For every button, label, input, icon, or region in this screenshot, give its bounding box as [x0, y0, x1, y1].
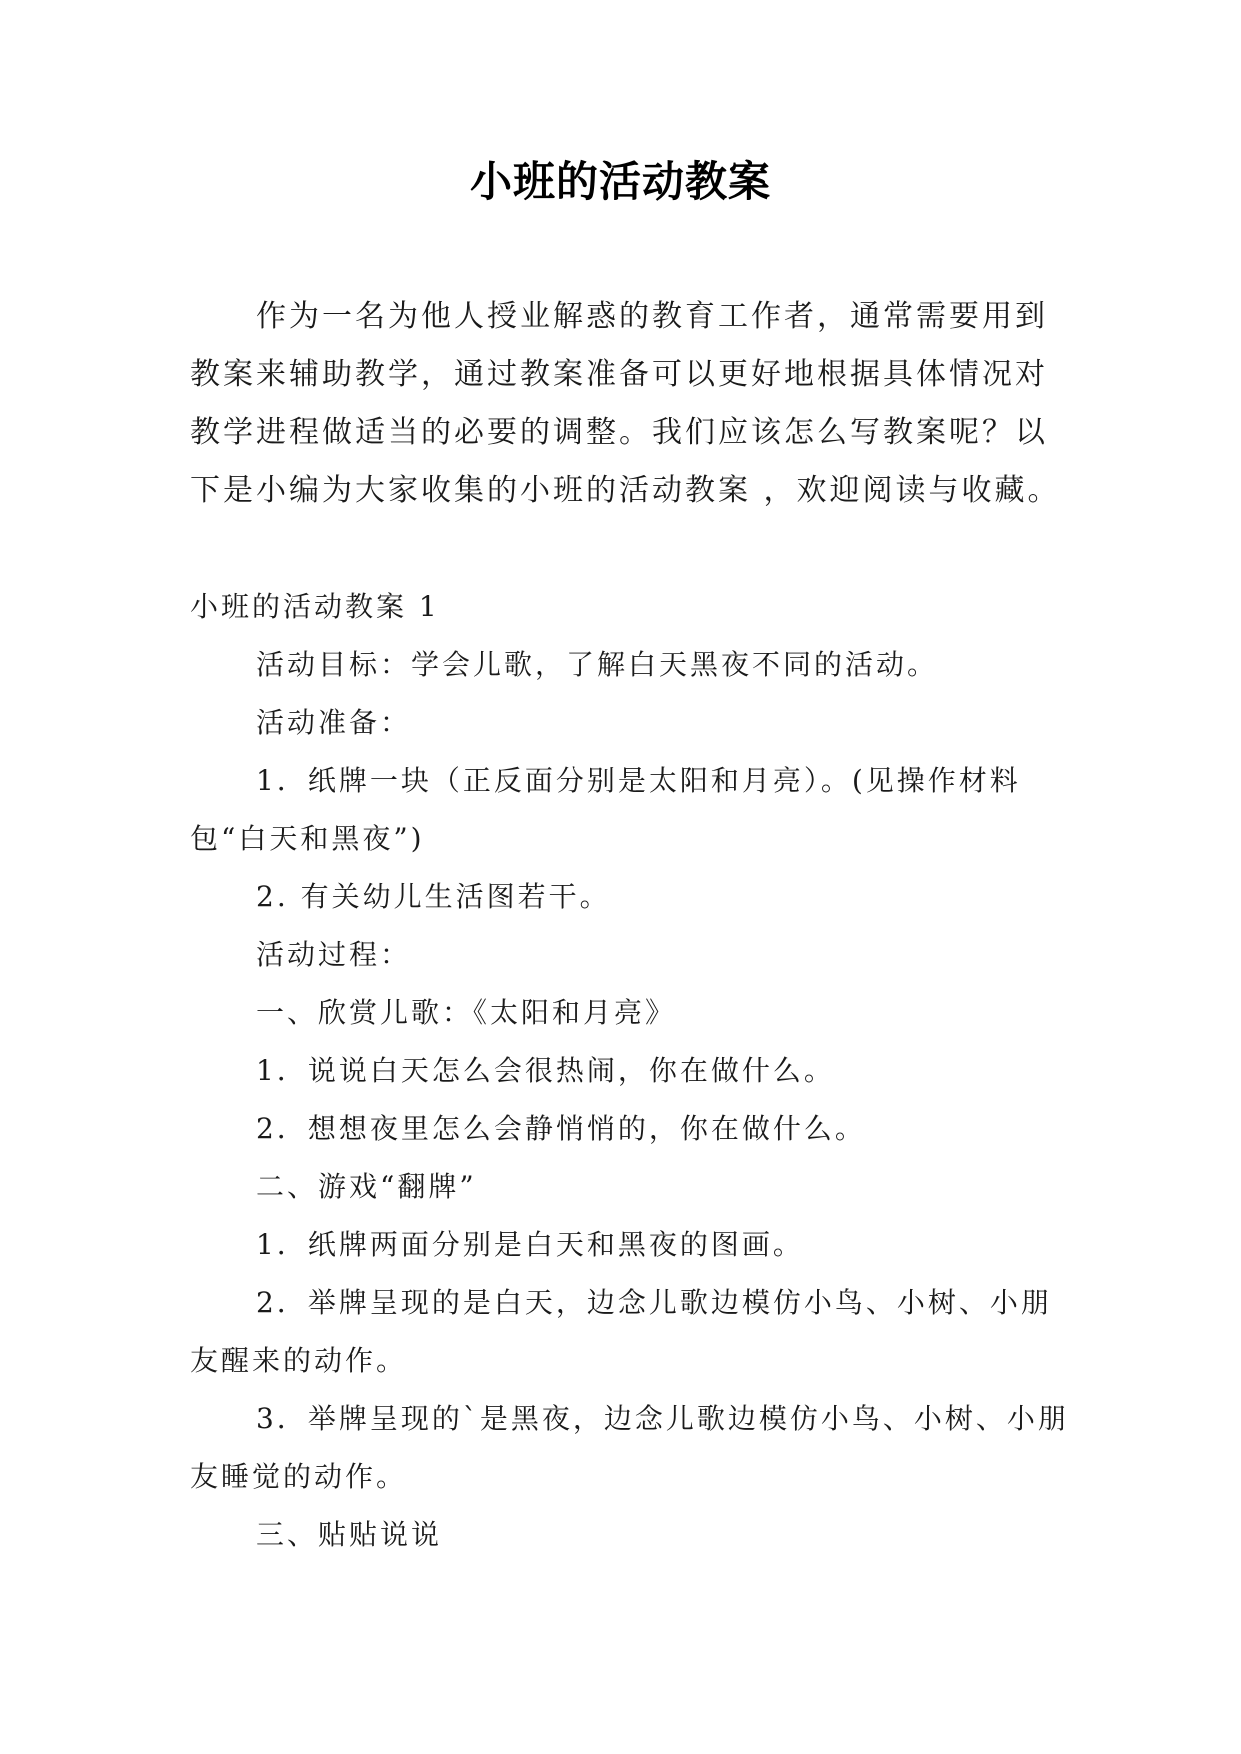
intro-paragraph: 作为一名为他人授业解惑的教育工作者，通常需要用到教案来辅助教学，通过教案准备可以更好地根据具体情况对教学进程做适当的必要的调整。我们应该怎么写教案呢？以下是小编为大家收集的小班的活动教案 ，欢迎阅读与收藏。 — [190, 299, 1061, 508]
paragraph-step-2-item-2: 2．举牌呈现的是白天，边念儿歌边模仿小鸟、小树、小朋友醒来的动作。 — [190, 1286, 1052, 1377]
paragraph-step-1-item-2: 2．想想夜里怎么会静悄悄的，你在做什么。 — [256, 1112, 866, 1145]
paragraph-step-3-heading: 三、贴贴说说 — [256, 1518, 443, 1551]
paragraph-preparation-item-1: 1．纸牌一块（正反面分别是太阳和月亮）。(见操作材料包“白天和黑夜”) — [190, 764, 1021, 855]
paragraph-preparation-heading: 活动准备： — [256, 706, 412, 739]
paragraph-step-2-heading: 二、游戏“翻牌” — [256, 1170, 477, 1203]
paragraph-preparation-item-2: 2. 有关幼儿生活图若干。 — [256, 880, 611, 913]
paragraph-step-2-item-1: 1．纸牌两面分别是白天和黑夜的图画。 — [256, 1228, 804, 1261]
paragraph-activity-goal: 活动目标：学会儿歌，了解白天黑夜不同的活动。 — [256, 648, 939, 681]
paragraph-process-heading: 活动过程： — [256, 938, 412, 971]
paragraph-step-1-item-1: 1．说说白天怎么会很热闹，你在做什么。 — [256, 1054, 835, 1087]
section-heading: 小班的活动教案 1 — [190, 590, 440, 623]
document-body — [190, 578, 1070, 1564]
document-title: 小班的活动教案 — [469, 157, 771, 206]
paragraph-step-1-heading: 一、欣赏儿歌：《太阳和月亮》 — [256, 996, 677, 1029]
paragraph-step-2-item-3: 3．举牌呈现的`是黑夜，边念儿歌边模仿小鸟、小树、小朋友睡觉的动作。 — [190, 1402, 1069, 1493]
